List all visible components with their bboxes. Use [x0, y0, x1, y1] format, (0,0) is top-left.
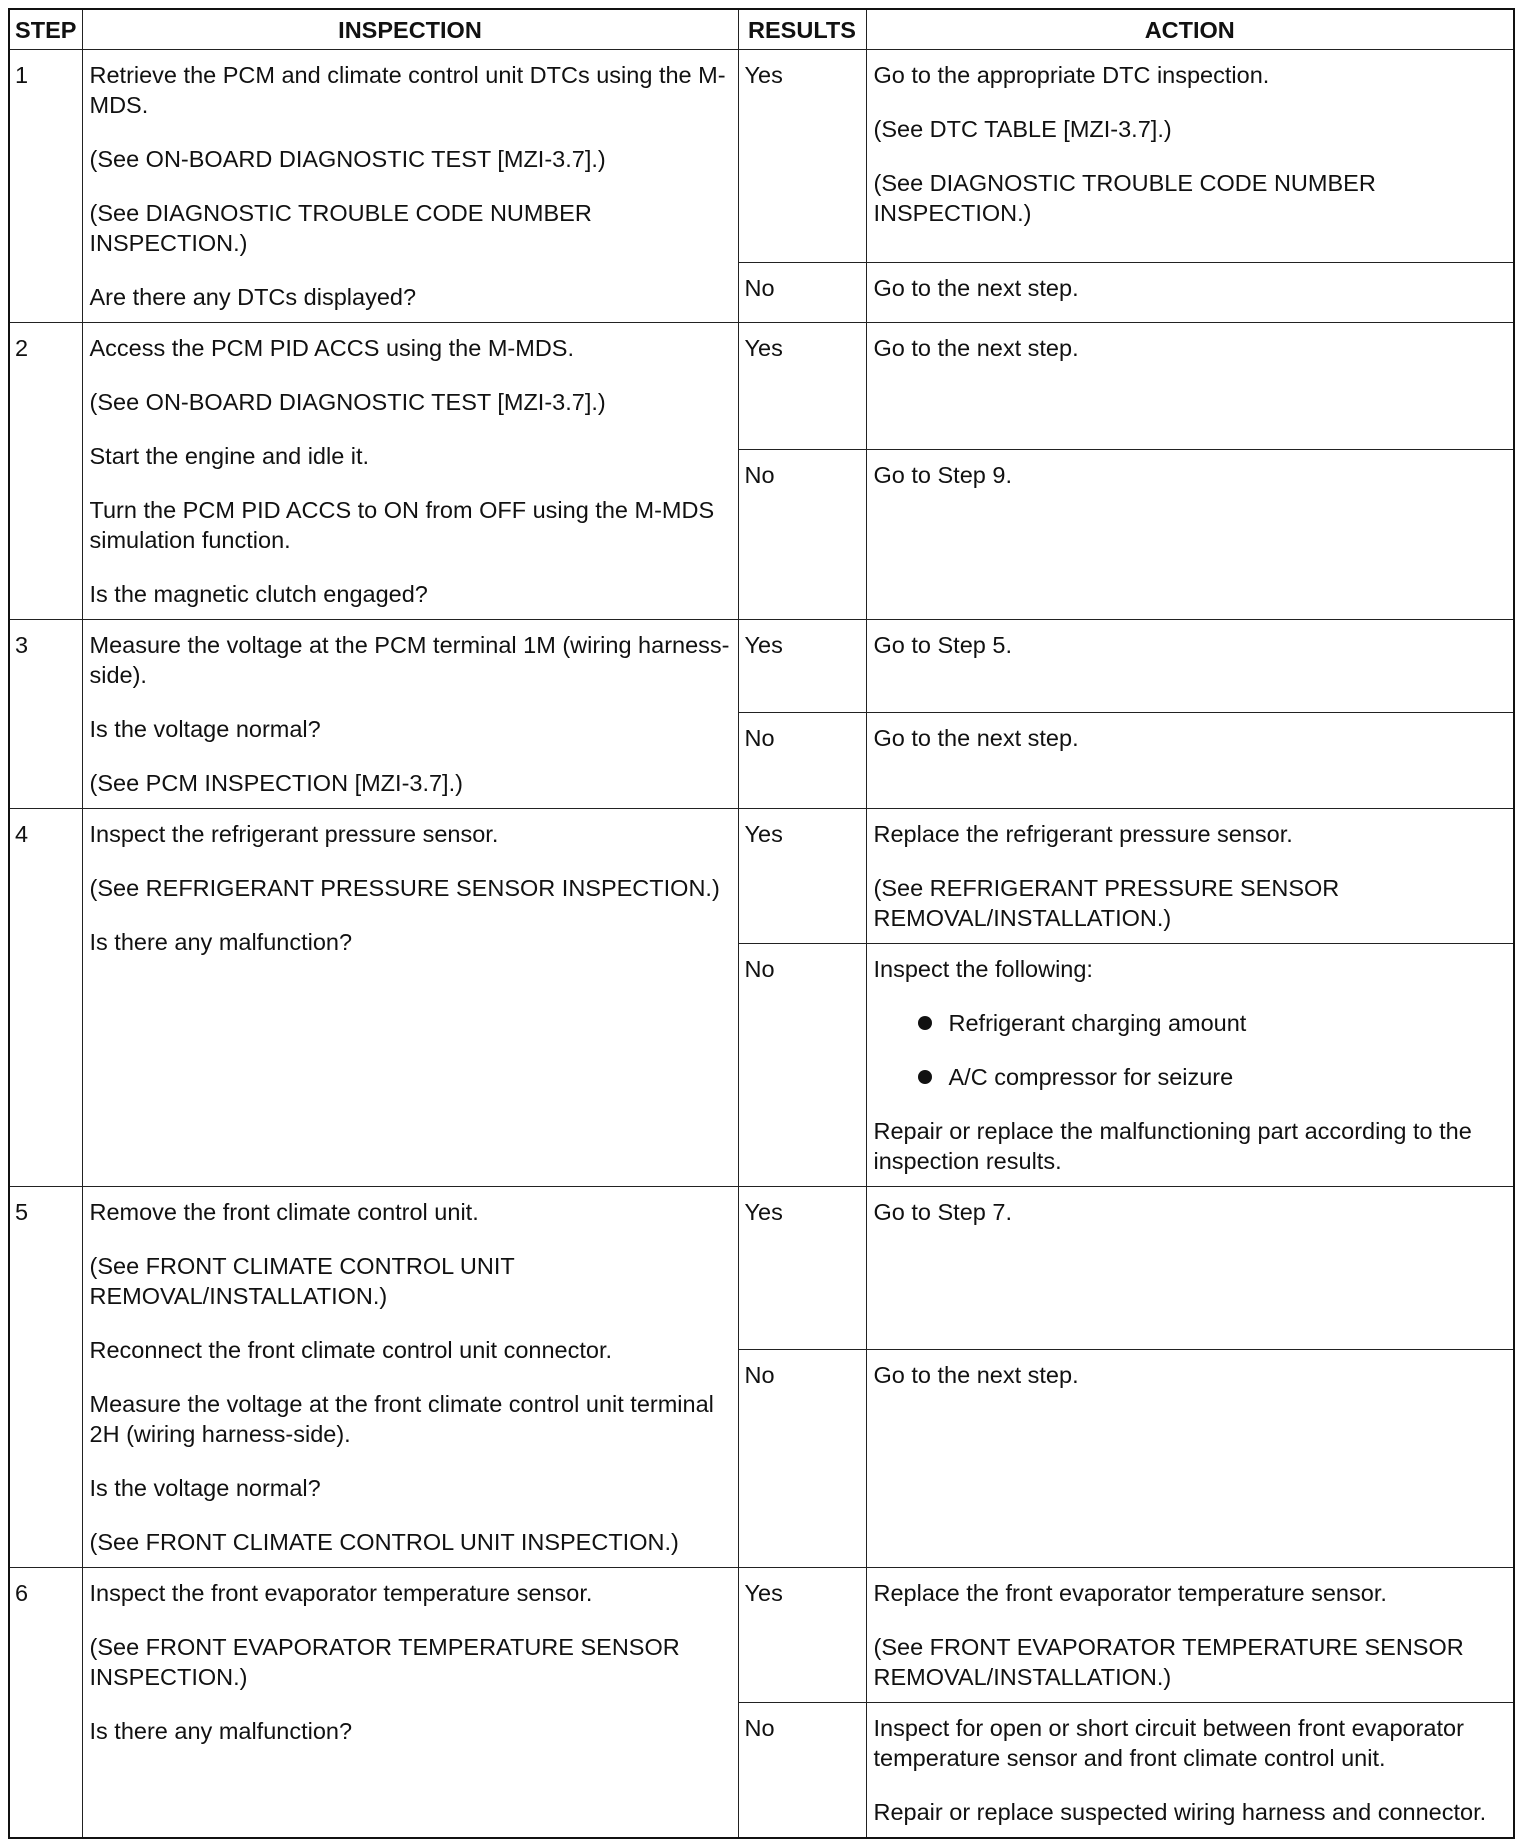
list-item — [874, 1008, 1506, 1038]
result-no: No — [738, 263, 866, 323]
inspection-line: Is the magnetic clutch engaged? — [89, 581, 428, 607]
inspection-line: Start the engine and idle it. — [89, 443, 370, 469]
diagnostic-table — [8, 8, 1515, 1839]
result-no: No — [738, 450, 866, 620]
header-results: RESULTS — [738, 9, 866, 50]
table-row — [9, 809, 1514, 944]
action-cell — [866, 944, 1514, 1187]
action-line: Repair or replace suspected wiring harness and connector. — [873, 1799, 1487, 1825]
inspection-line: Measure the voltage at the front climate control unit terminal 2H (wiring harness-side). — [89, 1391, 714, 1447]
action-line: Go to the next step. — [873, 275, 1079, 302]
inspection-line: Is there any malfunction? — [89, 929, 353, 955]
action-cell — [866, 1703, 1514, 1839]
inspection-cell — [82, 1187, 738, 1568]
action-cell — [866, 263, 1514, 323]
inspection-line: (See DIAGNOSTIC TROUBLE CODE NUMBER INSPECTION.) — [89, 200, 592, 256]
action-line: Go to the appropriate DTC inspection. — [873, 62, 1270, 88]
table-row — [9, 323, 1514, 450]
inspection-line: (See REFRIGERANT PRESSURE SENSOR INSPECTION.) — [89, 875, 720, 901]
action-line: Go to the next step. — [873, 725, 1079, 751]
inspection-cell — [82, 1568, 738, 1839]
step-number: 1 — [9, 50, 82, 323]
inspection-line: (See PCM INSPECTION [MZI-3.7].) — [89, 770, 463, 796]
bullet-icon — [918, 1016, 932, 1030]
inspection-line: Is the voltage normal? — [89, 1475, 321, 1501]
table-row — [9, 620, 1514, 713]
inspection-cell — [82, 809, 738, 1187]
bullet-icon — [918, 1070, 932, 1084]
inspection-line: Reconnect the front climate control unit connector. — [89, 1337, 613, 1363]
inspection-line: Access the PCM PID ACCS using the M-MDS. — [89, 335, 575, 361]
action-line: (See REFRIGERANT PRESSURE SENSOR REMOVAL/INSTALLATION.) — [873, 875, 1340, 931]
inspection-line: (See FRONT CLIMATE CONTROL UNIT INSPECTION.) — [89, 1529, 679, 1555]
inspection-line: Retrieve the PCM and climate control unit DTCs using the M-MDS. — [89, 62, 726, 118]
action-line: Go to Step 7. — [873, 1199, 1012, 1225]
step-number: 3 — [9, 620, 82, 809]
table-row — [9, 50, 1514, 263]
action-cell — [866, 1568, 1514, 1703]
result-yes: Yes — [738, 1568, 866, 1703]
header-inspection: INSPECTION — [82, 9, 738, 50]
inspection-cell — [82, 323, 738, 620]
step-number: 4 — [9, 809, 82, 1187]
list-item — [874, 1062, 1506, 1092]
inspection-cell — [82, 50, 738, 323]
action-cell — [866, 323, 1514, 450]
result-no: No — [738, 1350, 866, 1568]
result-yes: Yes — [738, 323, 866, 450]
result-no: No — [738, 713, 866, 809]
action-line: (See DTC TABLE [MZI-3.7].) — [873, 116, 1172, 142]
result-yes: Yes — [738, 50, 866, 263]
action-line: Go to the next step. — [873, 1362, 1079, 1388]
action-line: Go to the next step. — [873, 335, 1079, 361]
action-line: Inspect the following: — [873, 956, 1093, 982]
result-no: No — [738, 1703, 866, 1839]
inspection-line: Inspect the front evaporator temperature sensor. — [89, 1580, 593, 1606]
action-line: Go to Step 5. — [873, 632, 1012, 658]
action-line: (See FRONT EVAPORATOR TEMPERATURE SENSOR REMOVAL/INSTALLATION.) — [873, 1634, 1464, 1690]
result-yes: Yes — [738, 809, 866, 944]
action-line: Go to Step 9. — [873, 462, 1012, 488]
inspection-line: (See ON-BOARD DIAGNOSTIC TEST [MZI-3.7].) — [89, 146, 606, 172]
table-header-row — [9, 9, 1514, 50]
table-row — [9, 1187, 1514, 1350]
step-number: 2 — [9, 323, 82, 620]
inspection-line: Inspect the refrigerant pressure sensor. — [89, 821, 499, 847]
step-number: 5 — [9, 1187, 82, 1568]
action-cell — [866, 1187, 1514, 1350]
action-line: Repair or replace the malfunctioning part according to the inspection results. — [873, 1118, 1472, 1174]
header-step: STEP — [9, 9, 82, 50]
inspection-cell — [82, 620, 738, 809]
action-cell — [866, 620, 1514, 713]
action-line: (See DIAGNOSTIC TROUBLE CODE NUMBER INSPECTION.) — [873, 170, 1376, 226]
action-line: Inspect for open or short circuit between front evaporator temperature sensor and front climate control unit. — [873, 1715, 1464, 1771]
table-row — [9, 1568, 1514, 1703]
action-line: Replace the refrigerant pressure sensor. — [873, 821, 1293, 847]
step-number: 6 — [9, 1568, 82, 1839]
inspection-line: (See FRONT CLIMATE CONTROL UNIT REMOVAL/INSTALLATION.) — [89, 1253, 515, 1309]
header-action: ACTION — [866, 9, 1514, 50]
inspection-line: (See FRONT EVAPORATOR TEMPERATURE SENSOR INSPECTION.) — [89, 1634, 680, 1690]
inspection-line: Measure the voltage at the PCM terminal 1M (wiring harness-side). — [89, 632, 730, 688]
inspection-line: Is the voltage normal? — [89, 716, 321, 742]
inspection-line: (See ON-BOARD DIAGNOSTIC TEST [MZI-3.7].) — [89, 389, 606, 415]
bullet-list — [874, 1008, 1506, 1092]
result-no: No — [738, 944, 866, 1187]
list-item-text: Refrigerant charging amount — [948, 1010, 1247, 1036]
inspection-line: Is there any malfunction? — [89, 1718, 353, 1744]
list-item-text: A/C compressor for seizure — [948, 1064, 1234, 1090]
inspection-line: Turn the PCM PID ACCS to ON from OFF using the M-MDS simulation function. — [89, 497, 715, 553]
result-yes: Yes — [738, 620, 866, 713]
result-yes: Yes — [738, 1187, 866, 1350]
action-cell — [866, 450, 1514, 620]
action-cell — [866, 1350, 1514, 1568]
inspection-line: Remove the front climate control unit. — [89, 1199, 479, 1225]
action-line: Replace the front evaporator temperature sensor. — [873, 1580, 1387, 1606]
diagnostic-procedure-sheet — [8, 8, 1513, 1839]
action-cell — [866, 809, 1514, 944]
inspection-line: Are there any DTCs displayed? — [89, 284, 417, 310]
action-cell — [866, 713, 1514, 809]
action-cell — [866, 50, 1514, 263]
